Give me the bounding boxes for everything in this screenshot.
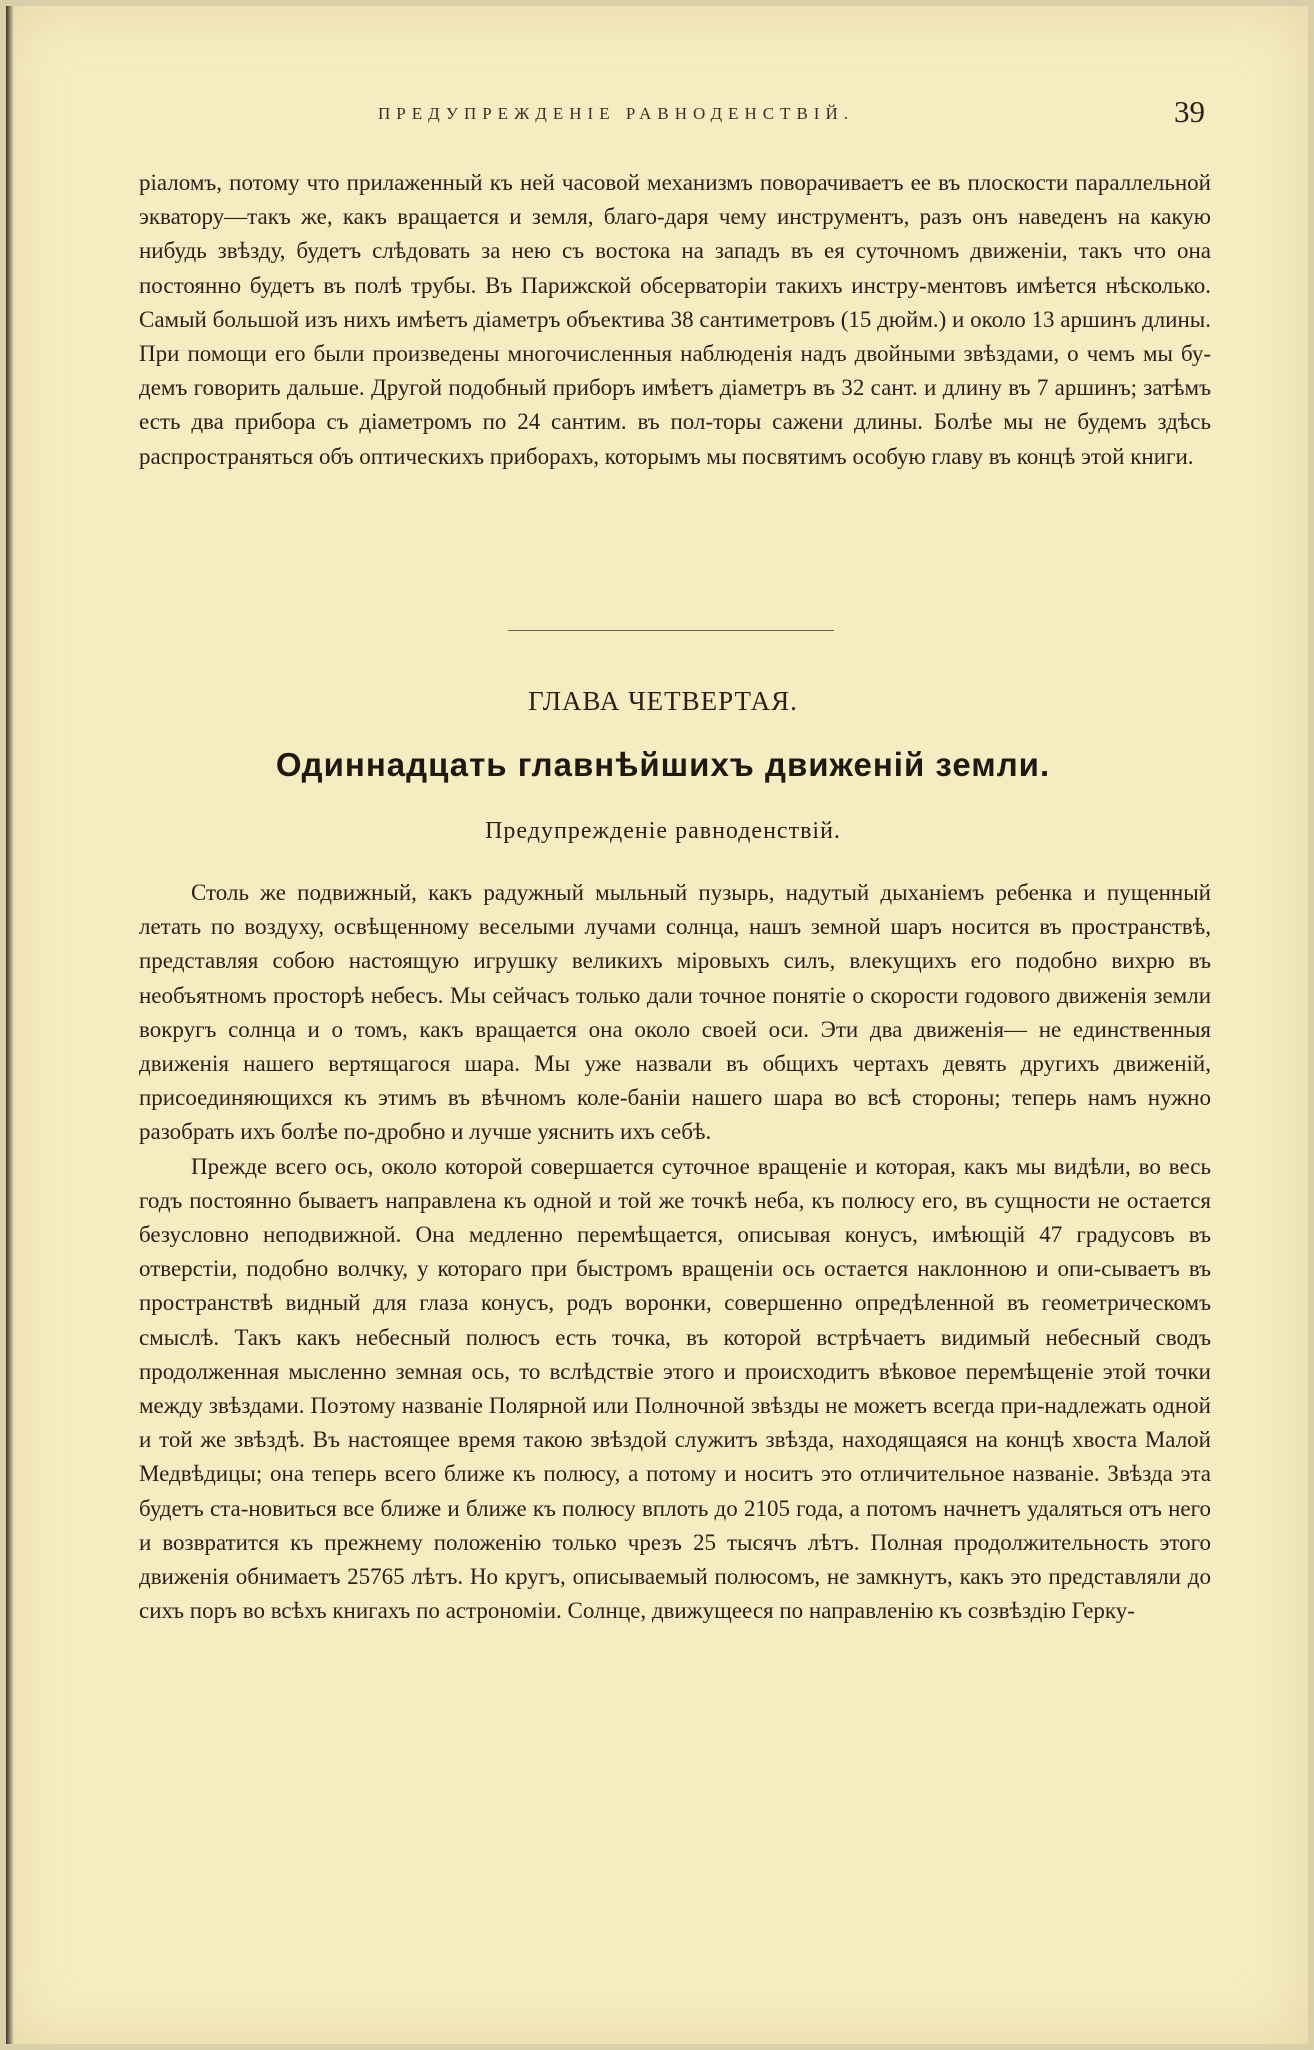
section-divider (508, 630, 834, 631)
paragraph: ріаломъ, потому что прилаженный къ ней часовой механизмъ поворачиваетъ ее въ плоскости параллельной экватору—такъ же, какъ вращается и земля, благо-даря чему инструментъ, разъ онъ наведенъ на какую нибудь звѣзду, будетъ слѣдовать за нею съ востока на западъ въ ея суточномъ движеніи, такъ что она постоянно будетъ въ полѣ трубы. Въ Парижской обсерваторіи такихъ инстру-ментовъ имѣется нѣсколько. Самый большой изъ нихъ имѣетъ діаметръ объектива 38 сантиметровъ (15 дюйм.) и около 13 аршинъ длины. При помощи его были произведены многочисленныя наблюденія надъ двойными звѣздами, о чемъ мы бу-демъ говорить дальше. Другой подобный приборъ имѣетъ діаметръ въ 32 сант. и длину въ 7 аршинъ; затѣмъ есть два прибора съ діаметромъ по 24 сантим. въ пол-торы сажени длины. Болѣе мы не будемъ здѣсь распространяться объ оптическихъ приборахъ, которымъ мы посвятимъ особую главу въ концѣ этой книги. (139, 170, 1211, 469)
book-page (6, 6, 1308, 2044)
chapter-number: ГЛАВА ЧЕТВЕРТАЯ. (528, 686, 798, 716)
paragraph: Прежде всего ось, около которой совершается суточное вращеніе и которая, какъ мы видѣли, во весь годъ постоянно бываетъ направлена къ одной и той же точкѣ неба, къ полюсу его, въ сущности не остается безусловно неподвижной. Она медленно перемѣщается, описывая конусъ, имѣющій 47 градусовъ въ отверстіи, подобно волчку, у котораго при быстромъ вращеніи ось остается наклонною и опи-сываетъ въ пространствѣ видный для глаза конусъ, родъ воронки, совершенно опредѣленной въ геометрическомъ смыслѣ. Такъ какъ небесный полюсъ есть точка, въ которой встрѣчаетъ видимый небесный сводъ продолженная мысленно земная ось, то вслѣдствіе этого и происходитъ вѣковое перемѣщеніе этой точки между звѣздами. Поэтому названіе Полярной или Полночной звѣзды не можетъ всегда при-надлежать одной и той же звѣздѣ. Въ настоящее время такою звѣздой служитъ звѣзда, находящаяся на концѣ хвоста Малой Медвѣдицы; она теперь всего ближе къ полюсу, а потому и носитъ это отличительное названіе. Звѣзда эта будетъ ста-новиться все ближе и ближе къ полюсу вплоть до 2105 года, а потомъ начнетъ удаляться отъ него и возвратится къ прежнему положенію только чрезъ 25 тысячъ лѣтъ. Полная продолжительность этого движенія обнимаетъ 25765 лѣтъ. Но кругъ, описываемый полюсомъ, не замкнутъ, какъ это представляли до сихъ поръ во всѣхъ книгахъ по астрономіи. Солнце, движущееся по направленію къ созвѣздію Герку- (139, 1153, 1211, 1624)
page-number: 39 (1174, 94, 1205, 129)
paragraph: Столь же подвижный, какъ радужный мыльный пузырь, надутый дыханіемъ ребенка и пущенный летать по воздуху, освѣщенному веселыми лучами солнца, нашъ земной шаръ носится въ пространствѣ, представляя собою настоящую игрушку великихъ міровыхъ силъ, влекущихъ его подобно вихрю въ необъятномъ просторѣ небесъ. Мы сейчасъ только дали точное понятіе о скорости годового движенія земли вокругъ солнца и о томъ, какъ вращается она около своей оси. Эти два движенія— не единственныя движенія нашего вертящагося шара. Мы уже назвали въ общихъ чертахъ девять другихъ движеній, присоединяющихся къ этимъ въ вѣчномъ коле-баніи нашего шара во всѣ стороны; теперь намъ нужно разобрать ихъ болѣе по-дробно и лучше уяснить ихъ себѣ. (139, 880, 1211, 1145)
continued-text (139, 166, 1211, 474)
chapter-body (139, 876, 1211, 1628)
section-title: Предупрежденіе равноденствій. (485, 818, 841, 844)
chapter-title: Одиннадцать главнѣйшихъ движеній земли. (275, 746, 1051, 783)
running-head: ПРЕДУПРЕЖДЕНІЕ РАВНОДЕНСТВІЙ. (378, 104, 854, 123)
